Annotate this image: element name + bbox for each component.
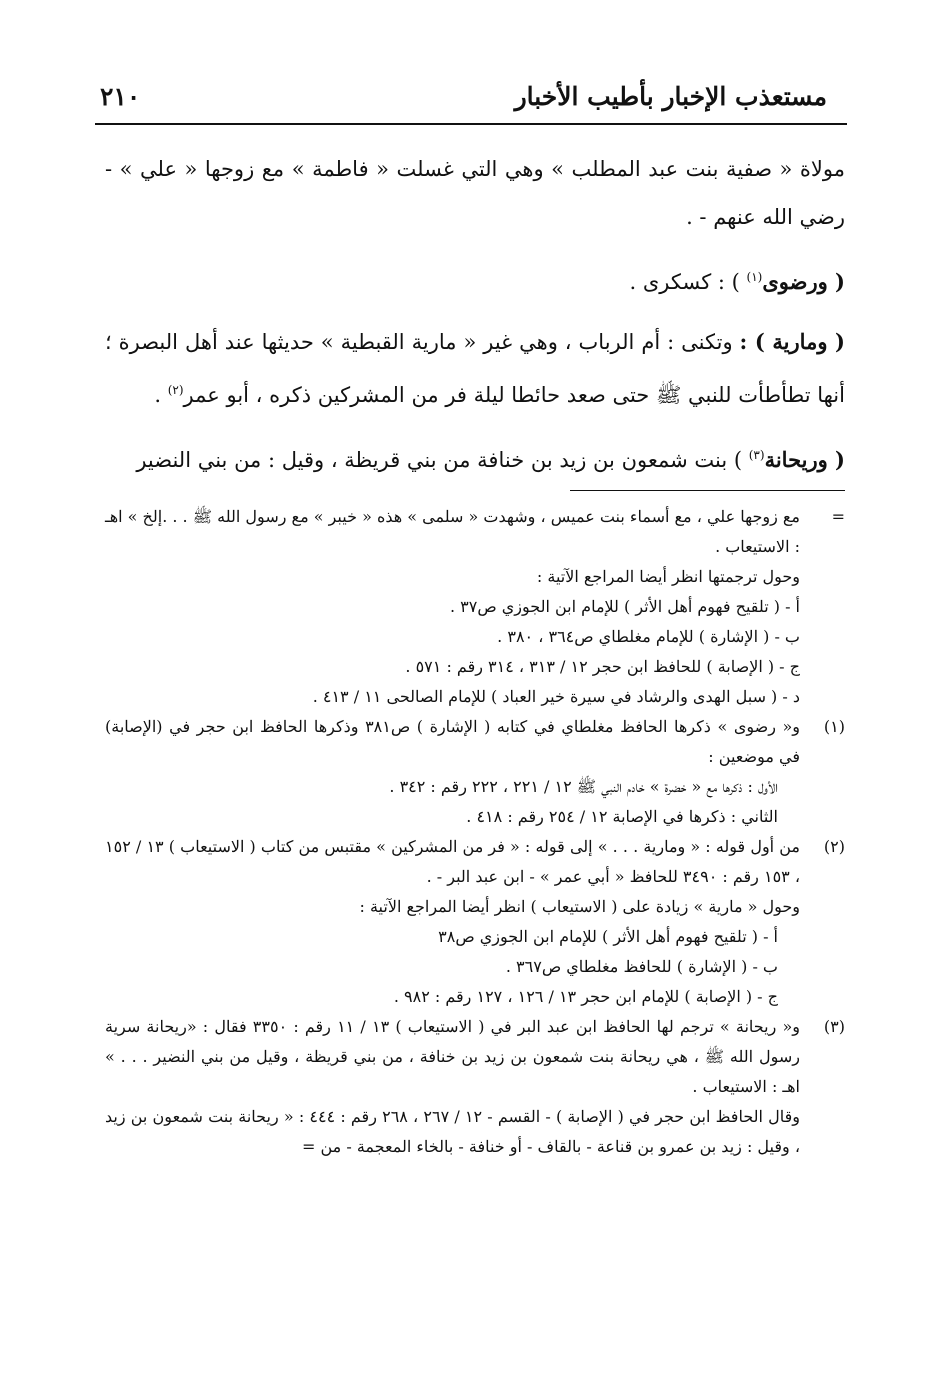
header-rule xyxy=(95,123,847,125)
footnote-line: من أول قوله : « ومارية . . . » إلى قوله : « فر من المشركين » مقتبس من كتاب ( الاستيعاب ) ١٣ / ١٥٢ ، ١٥٣ رقم : ٣٤٩٠ للحافظ « أبي عمر » - ابن عبد البر - . xyxy=(105,837,800,886)
entry-end-mariya: . xyxy=(154,383,168,407)
footnote-2 xyxy=(105,832,845,1012)
footnote-ref-3[interactable]: (٣) xyxy=(748,448,765,462)
footnote-line: ج - ( الإصابة ) للحافظ ابن حجر ١٢ / ٣١٣ ، ٣١٤ رقم : ٥٧١ . xyxy=(405,657,800,676)
paragraph-mariya xyxy=(105,318,845,419)
footnote-1 xyxy=(105,712,845,832)
entry-name-mariya: ( ومارية ) : xyxy=(739,329,845,354)
entry-text-radwa: ) : كسكرى . xyxy=(629,270,747,294)
footnote-3 xyxy=(105,1012,845,1162)
running-header-title: مستعذب الإخبار بأطيب الأخبار xyxy=(514,82,827,111)
footnote-ref-1[interactable]: (١) xyxy=(746,270,763,284)
footnote-line: و« رضوى » ذكرها الحافظ مغلطاي في كتابه ( الإشارة ) ص٣٨١ وذكرها الحافظ ابن حجر في (الإصابة) في موضعين : xyxy=(105,717,801,766)
footnote-ref-2[interactable]: (٢) xyxy=(167,383,184,397)
paragraph-rayhana xyxy=(105,431,845,484)
footnote-separator xyxy=(570,490,845,491)
footnote-line: ب - ( الإشارة ) للحافظ مغلطاي ص٣٦٧ . xyxy=(505,957,778,976)
paragraph-safiya: مولاة « صفية بنت عبد المطلب » وهي التي غسلت « فاطمة » مع زوجها « علي » - رضي الله عنهم - . xyxy=(105,157,845,229)
footnote-line: وقال الحافظ ابن حجر في ( الإصابة ) - القسم - ١٢ / ٢٦٧ ، ٢٦٨ رقم : ٤٤٤ : « ريحانة بنت شمعون بن زيد ، وقيل : زيد بن عمرو بن قناعة - بالقاف - أو خنافة - بالخاء المعجمة - من = xyxy=(105,1107,801,1156)
footnote-line: وحول ترجمتها انظر أيضا المراجع الآتية : xyxy=(536,567,800,586)
footnote-marker: = xyxy=(831,507,845,526)
footnote-line: وحول « مارية » زيادة على ( الاستيعاب ) انظر أيضا المراجع الآتية : xyxy=(359,897,800,916)
footnote-line: و« ريحانة » ترجم لها الحافظ ابن عبد البر في ( الاستيعاب ) ١٣ / ١١ رقم : ٣٣٥٠ فقال : «ريحانة سرية رسول الله ﷺ ، هي ريحانة بنت شمعون بن زيد بن خنافة ، من بني قريظة ، وقيل من بني النضير . . . » اهـ : الاستيعاب . xyxy=(105,1017,800,1096)
paragraph-radwa xyxy=(105,253,845,306)
footnote-line: الأول : ذكرها مع « خضرة » خادم النبي ﷺ ١٢ / ٢٢١ ، ٢٢٢ رقم : ٣٤٢ . xyxy=(389,777,778,796)
entry-text-rayhana: ) بنت شمعون بن زيد بن خنافة من بني قريظة ، وقيل : من بني النضير xyxy=(136,448,749,472)
entry-name-rayhana: ( وريحانة xyxy=(764,447,845,472)
main-text xyxy=(105,145,845,484)
footnote-line: ب - ( الإشارة ) للإمام مغلطاي ص٣٦٤ ، ٣٨٠ . xyxy=(497,627,800,646)
footnote-continuation xyxy=(105,502,845,712)
footnote-line: الثاني : ذكرها في الإصابة ١٢ / ٢٥٤ رقم : ٤١٨ . xyxy=(466,807,778,826)
footnote-line: د - ( سبل الهدى والرشاد في سيرة خير العباد ) للإمام الصالحى ١١ / ٤١٣ . xyxy=(312,687,800,706)
footnote-line: أ - ( تلقيح فهوم أهل الأثر ) للإمام ابن الجوزي ص٣٨ xyxy=(438,927,778,946)
footnote-line: مع زوجها علي ، مع أسماء بنت عميس ، وشهدت « سلمى » هذه « خيبر » مع رسول الله ﷺ . . .إلخ » اهـ : الاستيعاب . xyxy=(105,507,800,556)
footnotes xyxy=(105,502,845,1162)
page-number: ٢١٠ xyxy=(100,82,141,111)
footnote-line: أ - ( تلقيح فهوم أهل الأثر ) للإمام ابن الجوزي ص٣٧ . xyxy=(449,597,800,616)
footnote-line: ج - ( الإصابة ) للإمام ابن حجر ١٣ / ١٢٦ ، ١٢٧ رقم : ٩٨٢ . xyxy=(393,987,778,1006)
footnote-marker: (٢) xyxy=(823,837,845,856)
entry-text-mariya: وتكنى : أم الرباب ، وهي غير « مارية القبطية » حديثها عند أهل البصرة ؛ أنها تطأطأت للنبي ﷺ حتى صعد حائطا ليلة فر من المشركين ذكره ، أبو عمر xyxy=(105,330,845,407)
footnote-marker: (٣) xyxy=(823,1017,845,1036)
footnote-marker: (١) xyxy=(823,717,845,736)
entry-name-radwa: ( ورضوى xyxy=(762,269,845,294)
